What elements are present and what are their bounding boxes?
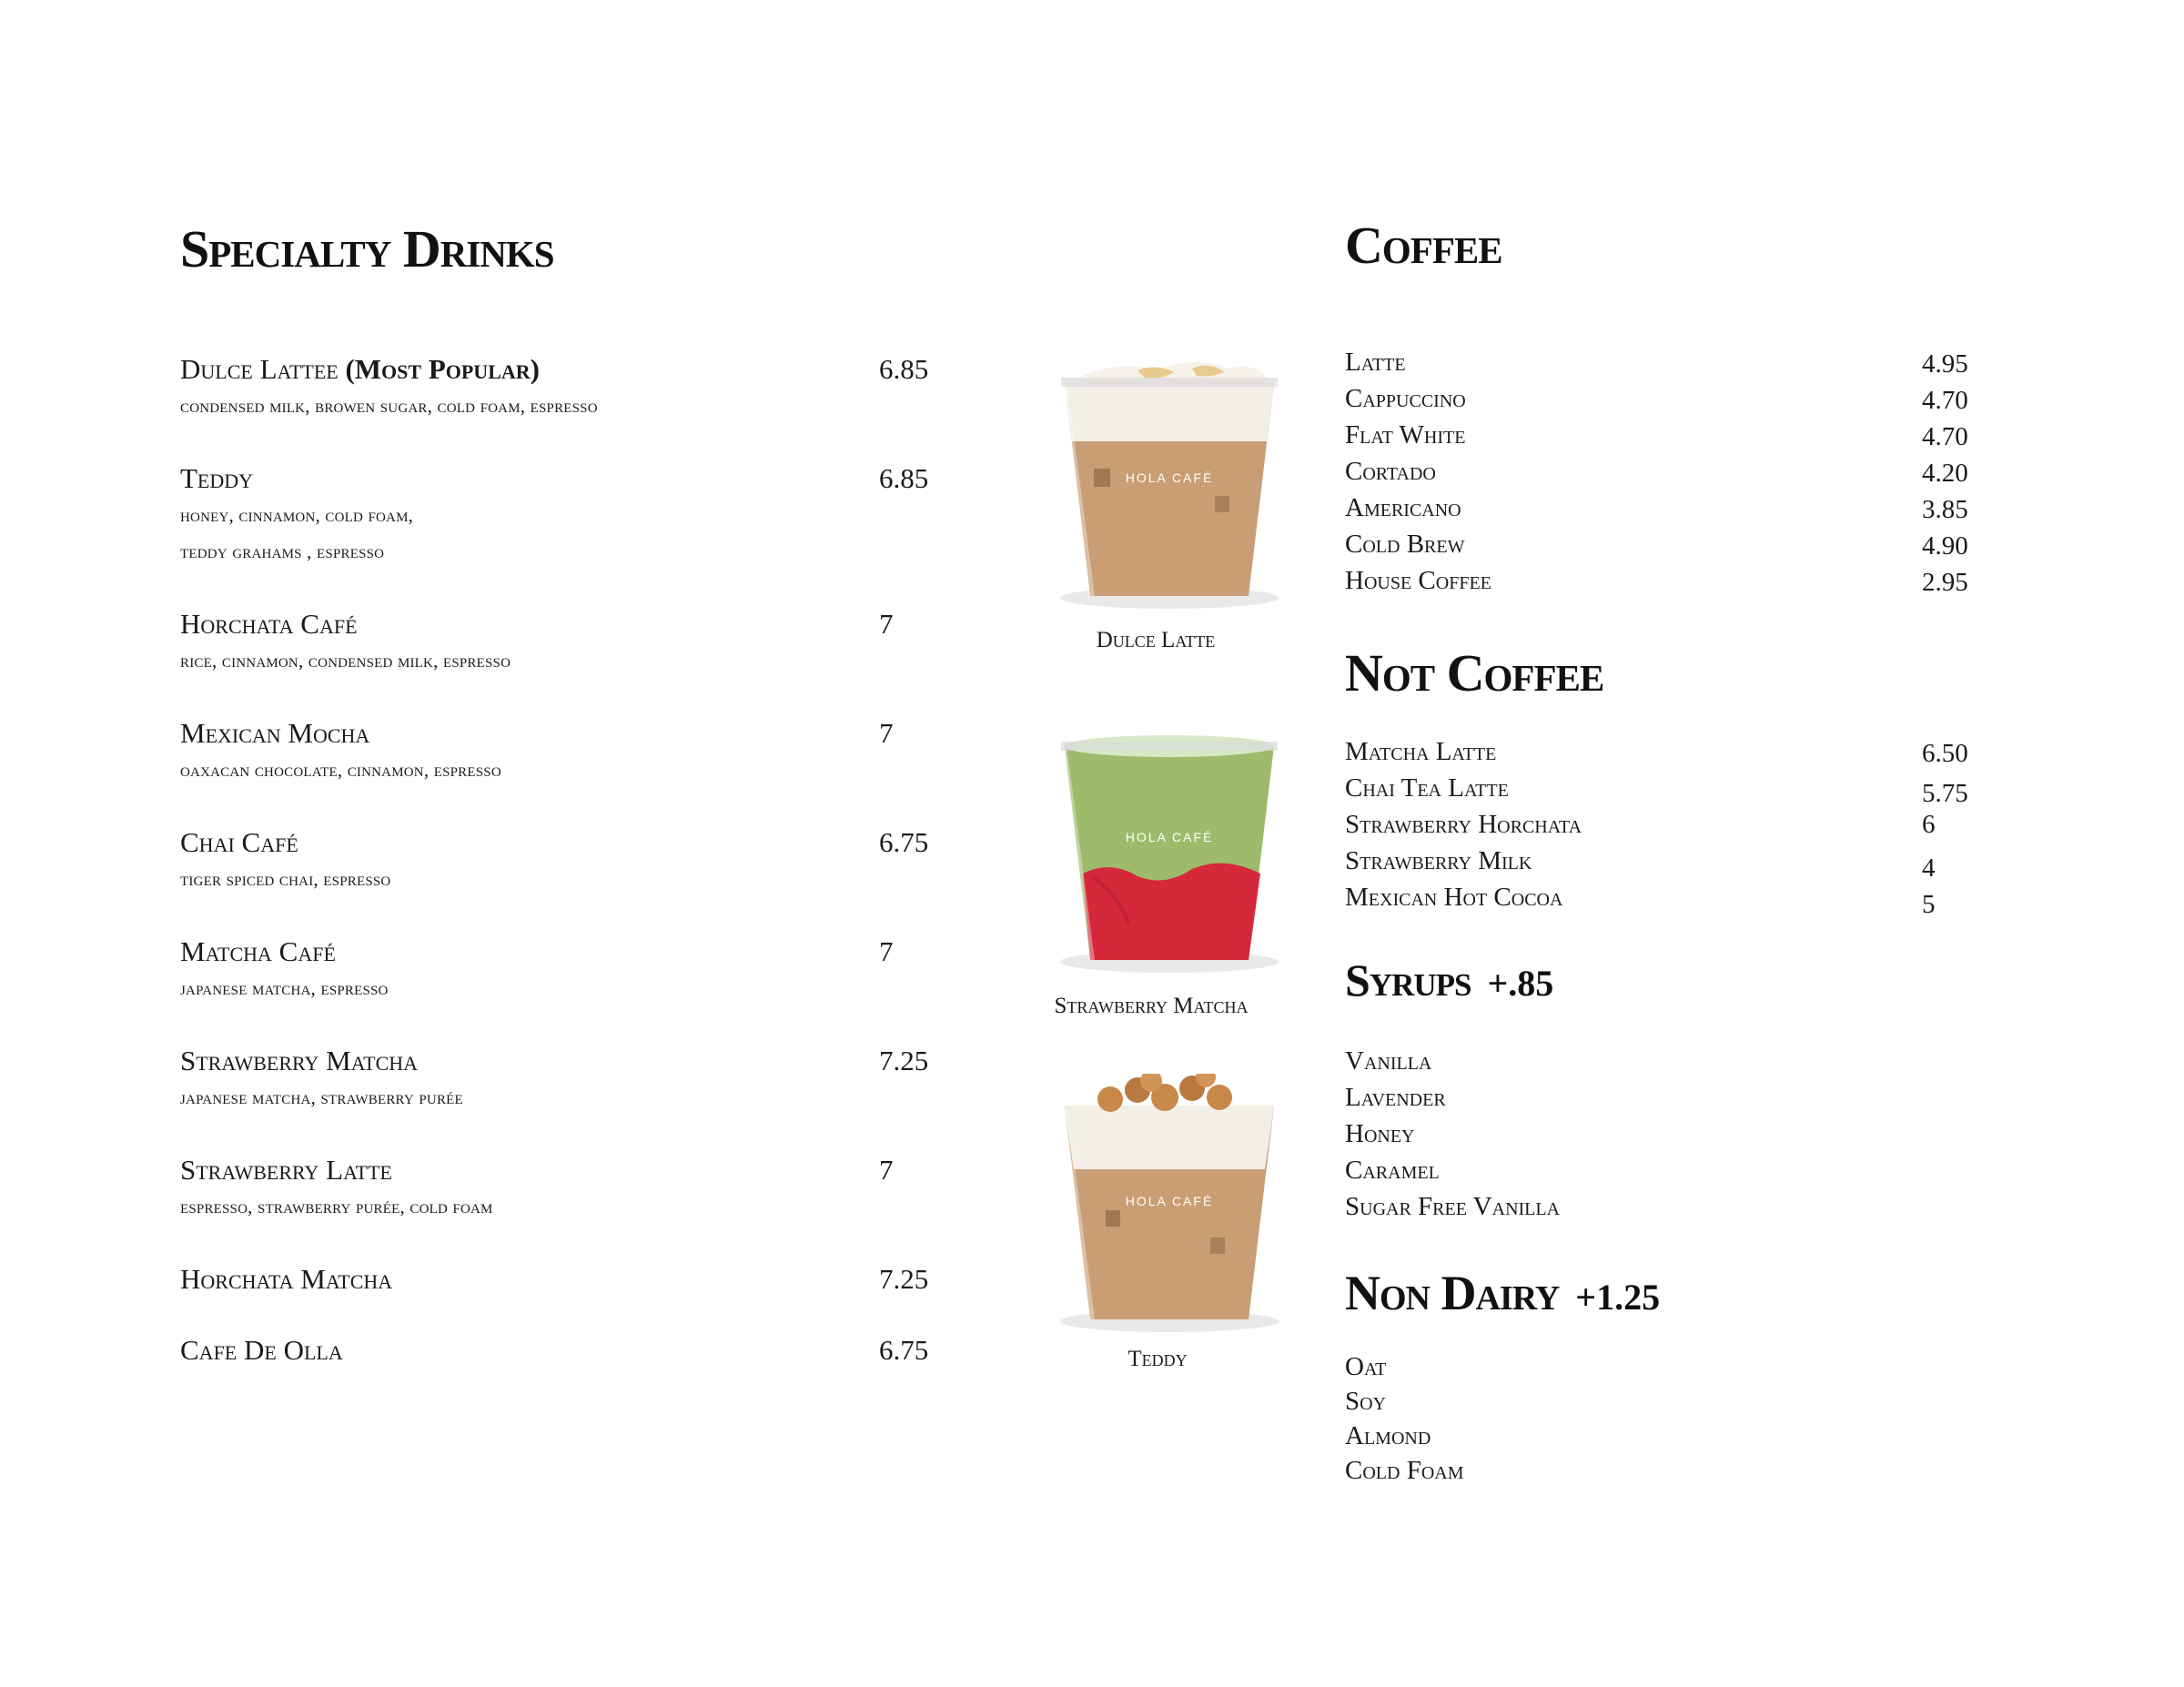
list-item: Strawberry Horchata	[1345, 810, 1582, 839]
item-name: Horchata Matcha	[180, 1263, 393, 1295]
item-description: teddy grahams , espresso	[180, 540, 385, 562]
item-price: 4	[1922, 854, 1936, 883]
item-price: 6	[1922, 810, 1936, 839]
item-price: 4.70	[1922, 386, 1968, 415]
item-price: 7	[879, 1154, 894, 1186]
svg-text:HOLA CAFÉ: HOLA CAFÉ	[1125, 470, 1214, 485]
item-description: japanese matcha, espresso	[180, 977, 389, 999]
non-dairy-heading: Non Dairy +1.25	[1345, 1266, 1661, 1320]
photo-caption: Teddy	[1127, 1347, 1188, 1371]
syrups-heading: Syrups +.85	[1345, 955, 1554, 1005]
item-price: 6.85	[879, 462, 929, 494]
list-item: Cold Foam	[1345, 1456, 1464, 1485]
item-name: Teddy	[180, 462, 254, 494]
item-price: 4.70	[1922, 422, 1968, 451]
item-price: 7	[879, 717, 894, 749]
list-item: Vanilla	[1345, 1046, 1432, 1076]
photo-caption: Dulce Latte	[1096, 628, 1216, 652]
list-item: Cappuccino	[1345, 384, 1466, 413]
item-price: 7	[879, 935, 894, 967]
item-price: 4.95	[1922, 349, 1968, 379]
list-item: Lavender	[1345, 1083, 1446, 1112]
item-name: Strawberry Matcha	[180, 1045, 419, 1076]
item-price: 5.75	[1922, 779, 1968, 808]
item-price: 6.75	[879, 826, 929, 858]
list-item: Honey	[1345, 1119, 1415, 1148]
list-item: House Coffee	[1345, 566, 1491, 595]
matcha-cup-icon	[1037, 714, 1301, 978]
item-price: 7	[879, 608, 894, 640]
item-price: 5	[1922, 890, 1936, 919]
list-item: Flat White	[1345, 420, 1466, 450]
list-item: Sugar Free Vanilla	[1345, 1192, 1561, 1221]
list-item: Chai Tea Latte	[1345, 773, 1509, 803]
teddy-photo	[1037, 1074, 1301, 1338]
non-dairy-addon-price: +1.25	[1575, 1277, 1661, 1318]
item-price: 2.95	[1922, 568, 1968, 597]
cookie-latte-cup-icon	[1037, 1074, 1301, 1338]
specialty-drinks-heading: Specialty Drinks	[180, 219, 554, 278]
item-description: condensed milk, browen sugar, cold foam, espresso	[180, 395, 598, 417]
item-description: tiger spiced chai, espresso	[180, 868, 391, 890]
list-item: Almond	[1345, 1421, 1431, 1450]
item-description: espresso, strawberry purée, cold foam	[180, 1196, 493, 1217]
list-item: Cortado	[1345, 457, 1436, 486]
item-price: 6.85	[879, 353, 929, 385]
item-name: Chai Café	[180, 826, 298, 858]
not-coffee-heading: Not Coffee	[1345, 643, 1604, 702]
item-name: Mexican Mocha	[180, 717, 370, 749]
list-item: Caramel	[1345, 1156, 1440, 1185]
iced-latte-cup-icon	[1037, 350, 1301, 614]
dulce-latte-photo	[1037, 350, 1301, 614]
item-price: 6.75	[879, 1334, 929, 1366]
strawberry-matcha-photo	[1037, 714, 1301, 978]
item-description: oaxacan chocolate, cinnamon, espresso	[180, 759, 501, 781]
most-popular-badge: (Most Popular)	[345, 353, 540, 385]
item-price: 4.90	[1922, 531, 1968, 561]
item-price: 6.50	[1922, 739, 1968, 768]
coffee-heading: Coffee	[1345, 216, 1502, 275]
item-name: Cafe De Olla	[180, 1334, 343, 1366]
list-item: Americano	[1345, 493, 1461, 522]
list-item: Latte	[1345, 348, 1406, 377]
item-price: 7.25	[879, 1263, 929, 1295]
syrups-addon-price: +.85	[1487, 963, 1554, 1004]
item-description: rice, cinnamon, condensed milk, espresso	[180, 650, 511, 672]
item-name: Dulce Lattee (Most Popular)	[180, 353, 540, 385]
list-item: Strawberry Milk	[1345, 846, 1532, 875]
item-name: Horchata Café	[180, 608, 358, 640]
item-name: Matcha Café	[180, 935, 336, 967]
list-item: Oat	[1345, 1352, 1387, 1381]
item-price: 7.25	[879, 1045, 929, 1076]
item-description: japanese matcha, strawberry purée	[180, 1086, 463, 1108]
svg-text:HOLA CAFÉ: HOLA CAFÉ	[1125, 830, 1214, 844]
item-description: honey, cinnamon, cold foam,	[180, 504, 414, 526]
list-item: Cold Brew	[1345, 530, 1465, 559]
photo-caption: Strawberry Matcha	[1054, 994, 1249, 1018]
item-name: Strawberry Latte	[180, 1154, 392, 1186]
item-price: 4.20	[1922, 459, 1968, 488]
svg-text:HOLA CAFÉ: HOLA CAFÉ	[1125, 1194, 1214, 1208]
item-price: 3.85	[1922, 495, 1968, 524]
list-item: Mexican Hot Cocoa	[1345, 883, 1563, 912]
list-item: Matcha Latte	[1345, 737, 1497, 766]
list-item: Soy	[1345, 1387, 1387, 1416]
